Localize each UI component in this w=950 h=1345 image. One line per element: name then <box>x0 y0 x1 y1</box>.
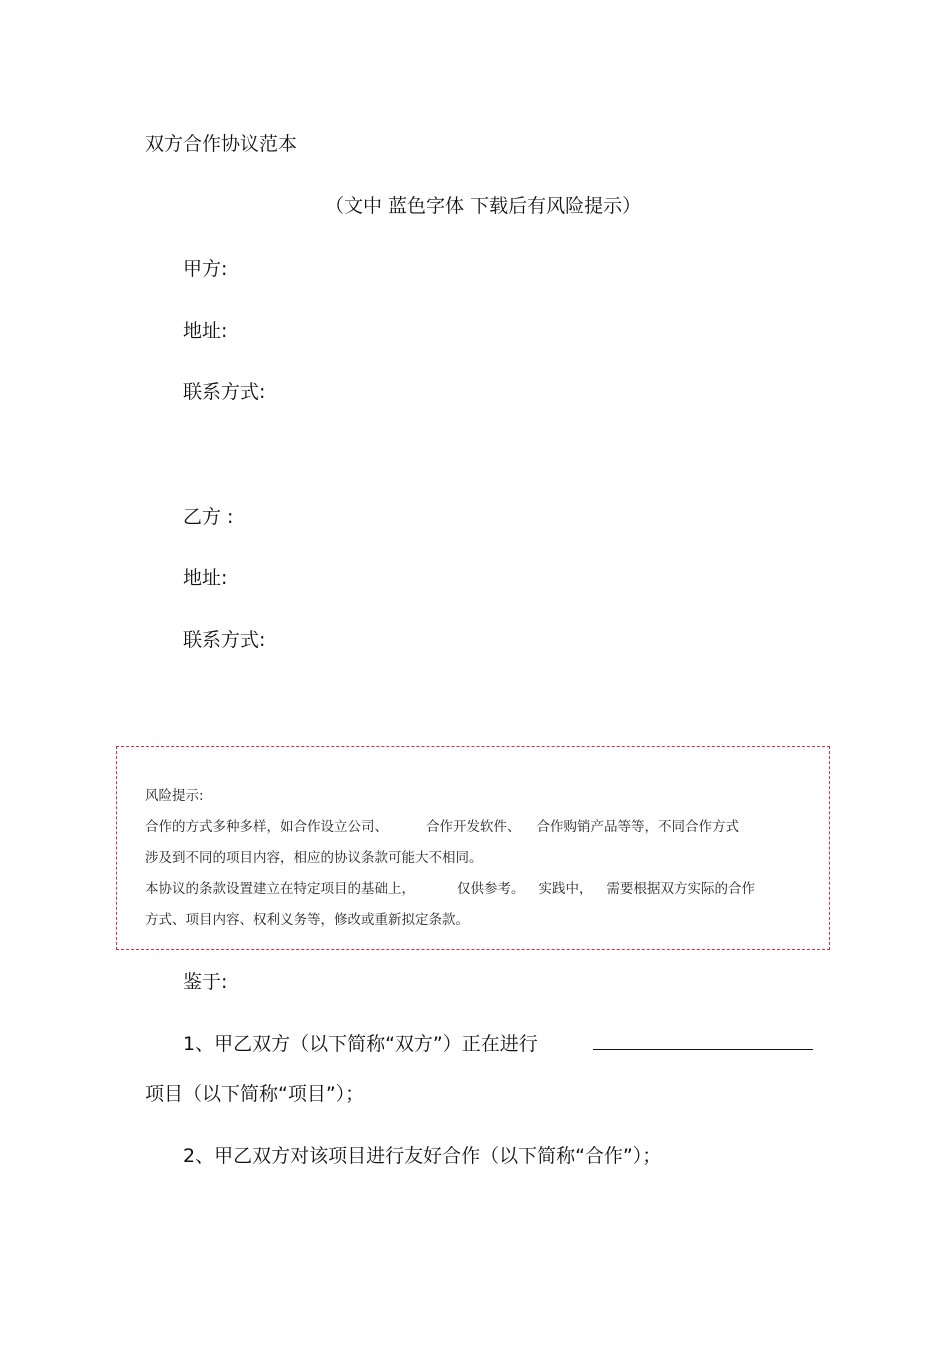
risk-line-3-part-b: 仅供参考。 <box>457 881 525 897</box>
party-a-contact-label: 联系方式: <box>183 381 266 403</box>
clause-1-text: 1、甲乙双方（以下简称“双方”）正在进行 <box>183 1033 538 1055</box>
whereas-label: 鉴于: <box>183 971 228 993</box>
risk-line-1-part-b: 合作开发软件、 <box>426 819 521 835</box>
document-subtitle: （文中 蓝色字体 下载后有风险提示） <box>325 195 642 217</box>
project-name-blank-line <box>593 1049 813 1050</box>
party-b-address-label: 地址: <box>183 567 228 589</box>
risk-notice-line-2: 涉及到不同的项目内容，相应的协议条款可能大不相同。 <box>145 850 483 866</box>
party-a-name-label: 甲方: <box>183 258 228 280</box>
risk-notice-box <box>116 746 830 950</box>
clause-2-text: 2、甲乙双方对该项目进行友好合作（以下简称“合作”）； <box>183 1145 662 1167</box>
risk-notice-line-4: 方式、项目内容、权利义务等，修改或重新拟定条款。 <box>145 912 469 928</box>
risk-line-3-part-c: 实践中， <box>538 881 593 897</box>
party-b-contact-label: 联系方式: <box>183 629 266 651</box>
risk-line-1-part-a: 合作的方式多种多样，如合作设立公司、 <box>145 819 388 835</box>
risk-notice-line-1 <box>145 815 739 835</box>
document-title: 双方合作协议范本 <box>145 133 298 155</box>
risk-line-3-part-d: 需要根据双方实际的合作 <box>606 881 755 897</box>
risk-line-3-part-a: 本协议的条款设置建立在特定项目的基础上， <box>145 881 415 897</box>
party-a-address-label: 地址: <box>183 320 228 342</box>
clause-1-continuation: 项目（以下简称“项目”）； <box>145 1083 365 1105</box>
party-b-name-label: 乙方 : <box>183 506 234 528</box>
risk-notice-heading: 风险提示: <box>145 788 204 804</box>
risk-notice-line-3 <box>145 877 755 897</box>
risk-line-1-part-c: 合作购销产品等等，不同合作方式 <box>536 819 739 835</box>
